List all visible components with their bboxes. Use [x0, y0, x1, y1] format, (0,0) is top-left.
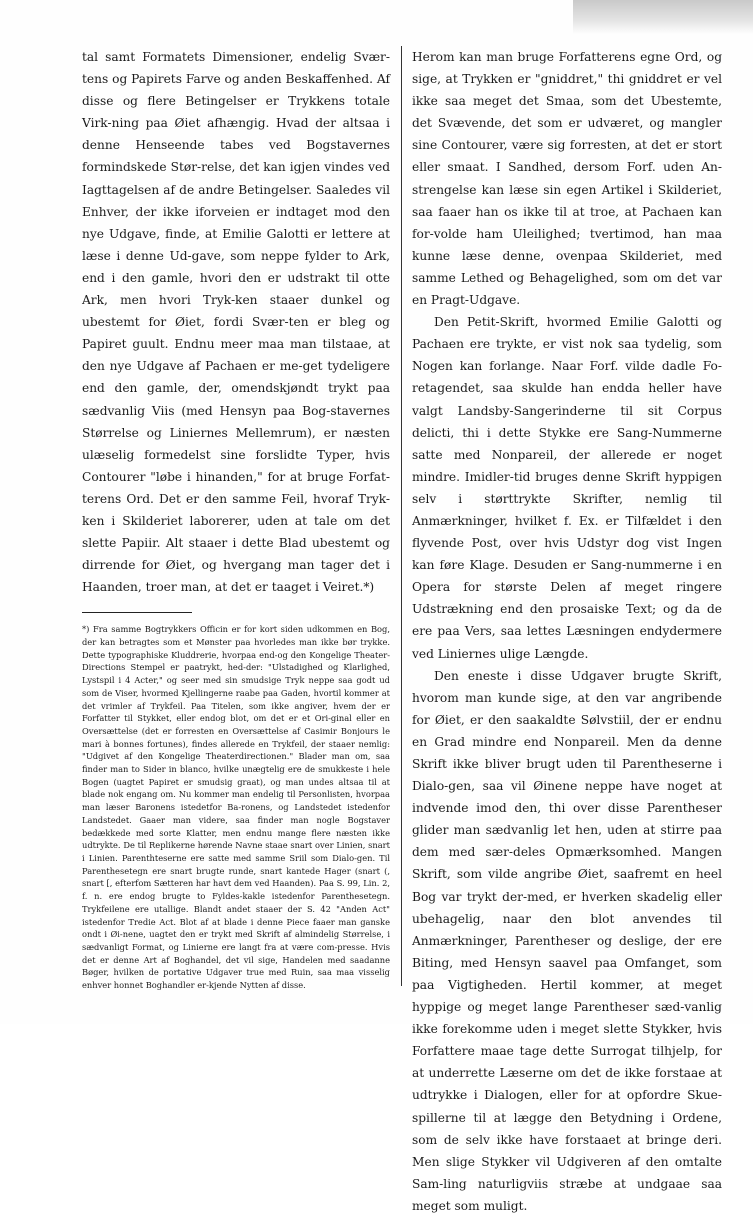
right-column	[412, 46, 722, 1213]
column-divider	[401, 46, 402, 986]
scan-shadow	[573, 0, 753, 34]
footnote	[82, 623, 390, 991]
footnote-rule	[82, 612, 192, 613]
right-paragraph-2: Den Petit-Skrift, hvormed Emilie Galotti og Pachaen ere trykte, er vist nok saa tydelig, som Nogen kan forlange. Naar Forf. vilde dadle Fo-retagendet, saa skulde han endda heller have valgt Landsby-Sangerinderne til sit Corpus delicti, thi i dette Stykke ere Sang-Nummerne satte med Nonpareil, der allerede er noget mindre. Imidler-tid bruges denne Skrift hyppigen selv i størttrykte Skrifter, nemlig til Anmærkninger, hvilket f. Ex. er Tilfældet i den flyvende Post, over hvis Udstyr dog vist Ingen kan føre Klage. Desuden er Sang-nummerne i en Opera for største Delen af meget ringere Udstrækning end den prosaiske Text; og da de ere paa Vers, saa lettes Læsningen endydermere ved Liniernes ulige Længde.	[412, 315, 722, 661]
left-body-paragraph: tal samt Formatets Dimensioner, endelig Svær-tens og Papirets Farve og anden Beskaffenhed. Af disse og flere Betingelser er Trykkens totale Virk-ning paa Øiet afhængig. Hvad der altsaa i denne Henseende tabes ved Bogstavernes formindskede Stør-relse, det kan igjen vindes ved Iagttagelsen af de andre Betingelser. Saaledes vil Enhver, der ikke iforveien er indtaget mod den nye Udgave, finde, at Emilie Galotti er lettere at læse i denne Ud-gave, som neppe fylder to Ark, end i den gamle, hvori den er udstrakt til otte Ark, men hvori Tryk-ken staaer dunkel og ubestemt for Øiet, fordi Svær-ten er bleg og Papiret guult. Endnu meer maa man tilstaae, at den nye Udgave af Pachaen er me-get tydeligere end den gamle, der, omendskjøndt trykt paa sædvanlig Viis (med Hensyn paa Bog-stavernes Størrelse og Liniernes Mellemrum), er næsten ulæselig formedelst sine forslidte Typer, hvis Contourer "løbe i hinanden," for at bruge Forfat-terens Ord. Det er den samme Feil, hvoraf Tryk-ken i Skilderiet laborerer, uden at tale om det slette Papiir. Alt staaer i dette Blad ubestemt og dirrende for Øiet, og hvergang man tager det i Haanden, troer man, at det er taaget i Veiret.*)	[82, 50, 390, 595]
left-column	[82, 46, 390, 996]
footnote-text: *) Fra samme Bogtrykkers Officin er for kort siden udkommen en Bog, der kan betragtes som et Mønster paa hvorledes man ikke bør trykke. Dette typographiske Kluddrerie, hvorpaa end-og den Kongelige Theater-Directions Stempel er paatrykt, hed-der: "Ulstadighed og Klarlighed, Lystspil i 4 Acter," og seer med sin smudsige Tryk neppe saa godt ud som de Viser, hvormed Kjellingerne raabe paa Gaden, hvortil kommer at det vrimler af Trykfeil. Paa Titelen, som ikke angiver, hvem der er Forfatter til Stykket, eller endog blot, om det er et Ori-ginal eller en Oversættelse (det er forresten en Oversættelse af Casimir Bonjours le mari à bonnes fortunes), findes allerede en Trykfeil, der staaer nemlig: "Udgivet af den Kongelige Theaterdirectionen." Blader man om, saa finder man to Sider in blanco, hvilke unægtelig ere de smukkeste i hele Bogen (uagtet Papiret er smudsig graat), og man undes altsaa til at blade nok engang om. Nu kommer man endelig til Personlisten, hvorpaa man læser Baronens istedetfor Ba-ronens, og Landstedet istedenfor Landstedet. Gaaer man videre, saa finder man nogle Bogstaver bedækkede med sorte Klatter, men endnu mange flere næsten ikke udtrykte. De til Replikerne hørende Navne staae snart over Linien, snart i Linien. Parenthteserne ere satte med samme Sriil som Dialo-gen. Til Parenthesetegn ere snart brugte runde, snart kantede Hager (snart (, snart [, efterfom Sætteren har havt dem ved Haanden). Paa S. 99, Lin. 2, f. n. ere endog brugte to Fyldes-kakle istedenfor Parenthesetegn. Trykfeilene ere utallige. Blandt andet staaer der S. 42 "Anden Act" istedenfor Tredie Act. Blot af at blade i denne Piece faaer man ganske ondt i Øi-nene, uagtet den er trykt med Skrift af almindelig Størrelse, i sædvanligt Format, og Linierne ere langt fra at være com-presse. Hvis det er denne Art af Boghandel, det vil sige, Handelen med saadanne Bøger, hvilken de portative Udgaver true med Ruin, saa maa visselig enhver honnet Boghandler er-kjende Nytten af disse.	[82, 624, 390, 991]
right-paragraph-3: Den eneste i disse Udgaver brugte Skrift, hvorom man kunde sige, at den var angribende for Øiet, er den saakaldte Sølvstiil, der er endnu en Grad mindre end Nonpareil. Men da denne Skrift ikke bliver brugt uden til Parentheserne i Dialo-gen, saa vil Øinene neppe have noget at indvende imod den, thi over disse Parentheser glider man sædvanlig let hen, uden at stirre paa dem med sær-deles Opmærksomhed. Mangen Skrift, som vilde angribe Øiet, saafremt en heel Bog var trykt der-med, er hverken skadelig eller ubehagelig, naar den blot anvendes til Anmærkninger, Parentheser og deslige, der ere Biting, med Hensyn saavel paa Omfanget, som paa Vigtigheden. Hertil kommer, at meget hyppige og meget lange Parentheser sæd-vanlig ikke forekomme uden i meget slette Stykker, hvis Forfattere maae tage dette Surrogat tilhjelp, for at underrette Læserne om det de ikke forstaae at udtrykke i Dialogen, eller for at opfordre Skue-spillerne til at lægge den Betydning i Ordene, som de selv ikke have forstaaet at bringe deri. Men slige Stykker vil Udgiveren af den omtalte Sam-ling naturligviis stræbe at undgaae saa meget som muligt.	[412, 668, 722, 1213]
right-paragraph-1: Herom kan man bruge Forfatterens egne Ord, og sige, at Trykken er "gniddret," thi gniddret er vel ikke saa meget det Smaa, som det Ubestemte, det Svævende, det som er udværet, og mangler sine Contourer, være sig forresten, at det er stort eller smaat. I Sandhed, dersom Forf. uden An-strengelse kan læse sin egen Artikel i Skilderiet, saa faaer han os ikke til at troe, at Pachaen kan for-volde ham Uleilighed; tvertimod, han maa kunne læse denne, ovenpaa Skilderiet, med samme Lethed og Behagelighed, som om det var en Pragt-Udgave.	[412, 50, 722, 308]
